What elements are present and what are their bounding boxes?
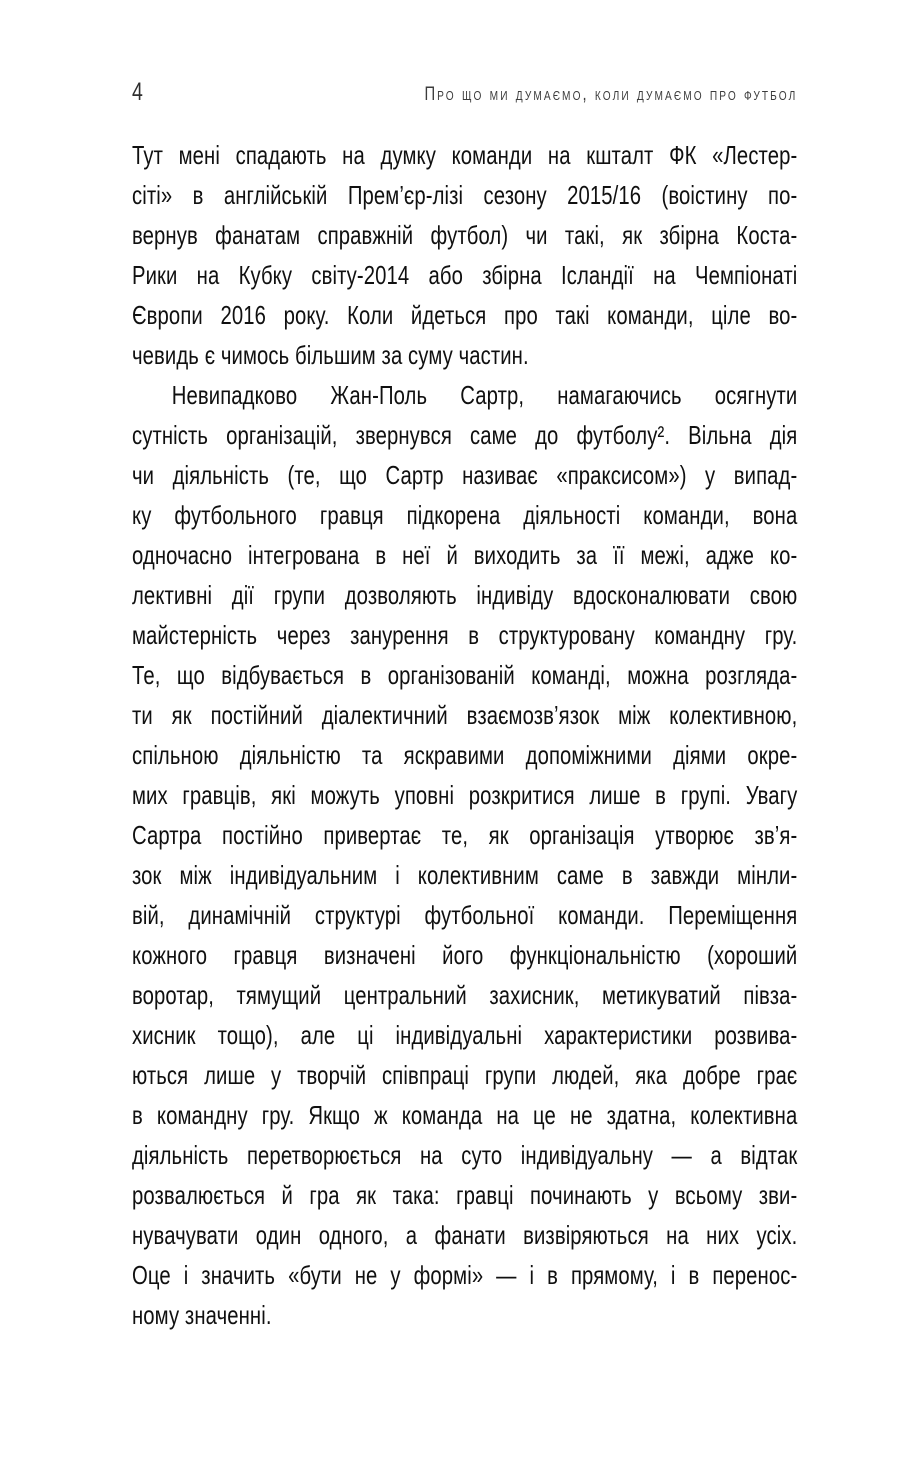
text-line: одночасно інтегрована в неї й виходить за її межі, адже ко- — [132, 540, 798, 570]
text-line: кожного гравця визначені його функціональністю (хороший — [132, 940, 798, 970]
text-line: майстерність через занурення в структуровану командну гру. — [132, 620, 798, 650]
text-line: ному значенні. — [132, 1300, 272, 1330]
text-line: Європи 2016 року. Коли йдеться про такі команди, ціле во- — [132, 300, 798, 330]
page-number: 4 — [132, 78, 144, 106]
text-line: діяльність перетворюється на суто індивідуальну — а відтак — [132, 1140, 798, 1170]
text-line: ються лише у творчій співпраці групи людей, яка добре грає — [132, 1060, 798, 1090]
text-line: чевидь є чимось більшим за суму частин. — [132, 340, 529, 370]
text-line: вій, динамічній структурі футбольної команди. Переміщення — [132, 900, 798, 930]
text-line: Те, що відбувається в організованій команді, можна розгляда- — [132, 660, 798, 690]
text-line: Рики на Кубку світу-2014 або збірна Ісландії на Чемпіонаті — [132, 260, 798, 290]
text-line: мих гравців, які можуть уповні розкритися лише в групі. Увагу — [132, 780, 798, 810]
text-line: розвалюється й гра як така: гравці починають у всьому зви- — [132, 1180, 798, 1210]
text-line: ти як постійний діалектичний взаємозв’язок між колективною, — [132, 700, 798, 730]
text-line: лективні дії групи дозволяють індивіду вдосконалювати свою — [132, 580, 798, 610]
body-text — [132, 135, 797, 1335]
text-line: Невипадково Жан-Поль Сартр, намагаючись осягнути — [171, 380, 798, 410]
text-line: Оце і значить «бути не у формі» — і в прямому, і в перенос- — [132, 1260, 798, 1290]
text-line: ку футбольного гравця підкорена діяльності команди, вона — [132, 500, 798, 530]
text-line: чи діяльність (те, що Сартр називає «праксисом») у випад- — [132, 460, 798, 490]
text-line: хисник тощо), але ці індивідуальні характеристики розвива- — [132, 1020, 798, 1050]
text-column — [132, 78, 797, 1335]
text-line: воротар, тямущий центральний захисник, метикуватий півза- — [132, 980, 798, 1010]
text-line: Тут мені спадають на думку команди на кшталт ФК «Лестер- — [132, 140, 798, 170]
running-title: Про що ми думаємо, коли думаємо про футбол — [424, 84, 798, 105]
text-line: сіті» в англійській Прем’єр-лізі сезону 2015/16 (воістину по- — [132, 180, 798, 210]
text-line: вернув фанатам справжній футбол) чи такі, як збірна Коста- — [132, 220, 798, 250]
text-line: зок між індивідуальним і колективним саме в завжди мінли- — [132, 860, 798, 890]
text-line: сутність організацій, звернувся саме до футболу². Вільна дія — [132, 420, 798, 450]
text-line: Сартра постійно привертає те, як організація утворює зв’я- — [132, 820, 798, 850]
running-head — [132, 78, 797, 106]
text-line: в командну гру. Якщо ж команда на це не здатна, колективна — [132, 1100, 798, 1130]
text-line: спільною діяльністю та яскравими допоміжними діями окре- — [132, 740, 798, 770]
text-line: нувачувати один одного, а фанати визвіряються на них усіх. — [132, 1220, 798, 1250]
